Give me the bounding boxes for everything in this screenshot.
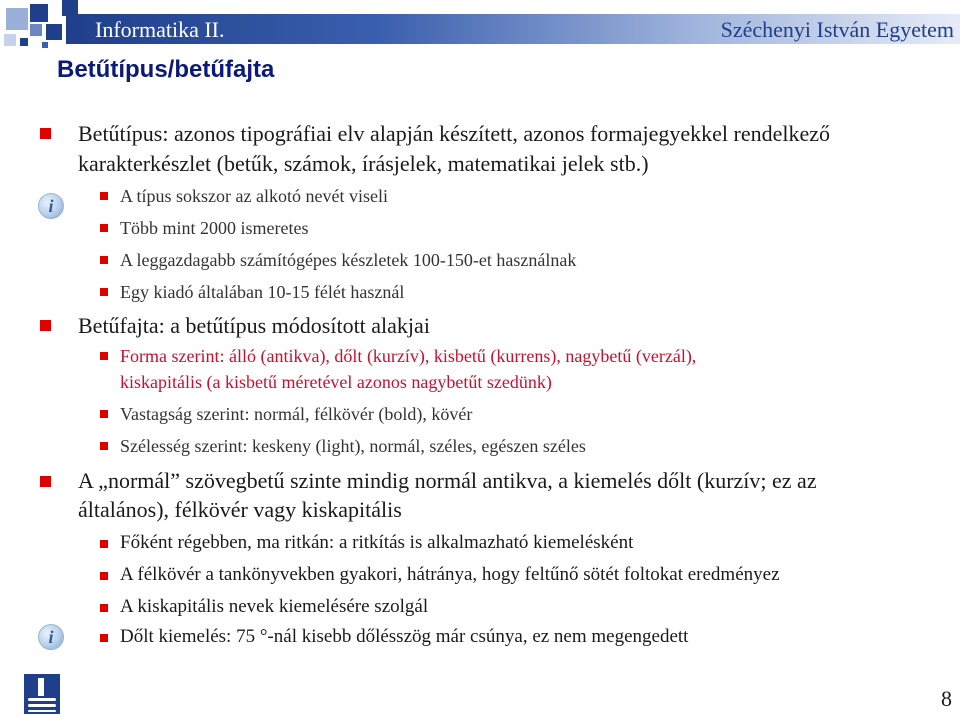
bullet-square	[100, 288, 108, 296]
slide-header	[0, 0, 960, 46]
section-2-line-1: Betűfajta: a betűtípus módosított alakjai	[78, 313, 430, 338]
bullet-square	[100, 442, 108, 450]
page-number: 8	[941, 686, 952, 711]
bullet-square	[100, 410, 108, 418]
bullet-square	[100, 256, 108, 264]
list-item: Dőlt kiemelés: 75 °-nál kisebb dőlésszög már csúnya, ez nem megengedett	[120, 626, 689, 647]
bullet-square	[100, 352, 108, 360]
bullet-square	[100, 634, 108, 642]
section-1-line-1: Betűtípus: azonos tipográfiai elv alapján készített, azonos formajegyekkel rendelkező	[78, 121, 831, 146]
list-item: Főként régebben, ma ritkán: a ritkítás is alkalmazható kiemelésként	[120, 532, 634, 553]
section-1-line-2: karakterkészlet (betűk, számok, írásjelek, matematikai jelek stb.)	[78, 151, 649, 176]
university-name: Széchenyi István Egyetem	[720, 17, 954, 42]
list-item: Szélesség szerint: keskeny (light), normál, széles, egészen széles	[120, 436, 586, 456]
page-title: Betűtípus/betűfajta	[57, 56, 275, 83]
list-item: Vastagság szerint: normál, félkövér (bold), kövér	[120, 404, 473, 424]
list-item: Forma szerint: álló (antikva), dőlt (kurzív), kisbetű (kurrens), nagybetű (verzál),	[120, 346, 697, 366]
list-item-continuation: kiskapitális (a kisbetű méretével azonos nagybetűt szedünk)	[120, 372, 552, 392]
bullet-square	[40, 476, 51, 487]
bullet-square	[100, 604, 108, 612]
section-3-line-1: A „normál” szövegbetű szinte mindig normál antikva, a kiemelés dőlt (kurzív; ez az	[78, 468, 817, 493]
info-icon: i	[38, 624, 64, 650]
bullet-square	[100, 572, 108, 580]
list-item: A leggazdagabb számítógépes készletek 100-150-et használnak	[120, 250, 577, 270]
section-3-line-2: általános), félkövér vagy kiskapitális	[78, 497, 402, 522]
list-item: Több mint 2000 ismeretes	[120, 218, 309, 238]
info-icon: i	[38, 193, 64, 219]
course-title: Informatika II.	[95, 17, 225, 42]
university-logo-icon	[24, 674, 60, 714]
bullet-square	[100, 192, 108, 200]
list-item: A kiskapitális nevek kiemelésére szolgál	[120, 596, 429, 617]
list-item: A típus sokszor az alkotó nevét viseli	[120, 186, 388, 206]
bullet-square	[40, 128, 51, 139]
bullet-square	[100, 540, 108, 548]
bullet-square	[100, 224, 108, 232]
list-item: Egy kiadó általában 10-15 félét használ	[120, 282, 405, 302]
list-item: A félkövér a tankönyvekben gyakori, hátránya, hogy feltűnő sötét foltokat eredményez	[120, 564, 780, 585]
bullet-square	[40, 320, 51, 331]
